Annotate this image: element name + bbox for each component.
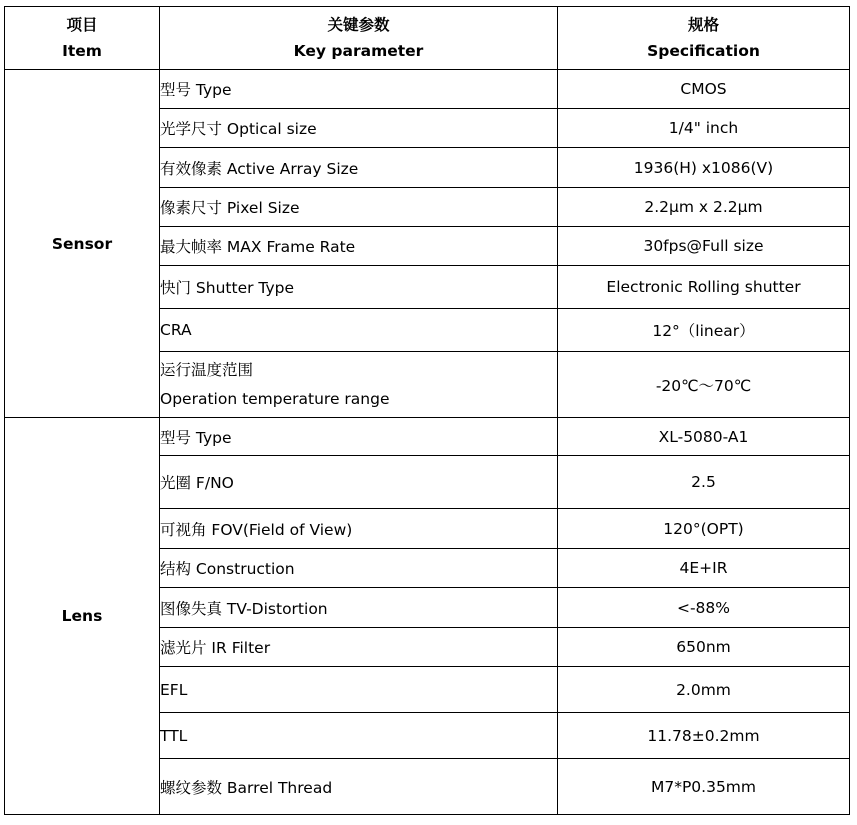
param-en: Operation temperature range (160, 389, 390, 408)
value-cell: 1936(H) x1086(V) (558, 148, 850, 188)
param-cell: 快门 Shutter Type (160, 266, 558, 309)
param-cell: 像素尺寸 Pixel Size (160, 188, 558, 227)
param-cell: 可视角 FOV(Field of View) (160, 509, 558, 549)
value-cell: 650nm (558, 628, 850, 667)
header-param (160, 7, 558, 70)
param-cell: 光圈 F/NO (160, 456, 558, 509)
value-cell: Electronic Rolling shutter (558, 266, 850, 309)
param-cell: 型号 Type (160, 418, 558, 456)
value-cell: 2.5 (558, 456, 850, 509)
sensor-label: Sensor (5, 70, 160, 418)
value-cell: 30fps@Full size (558, 227, 850, 266)
param-cell: 型号 Type (160, 70, 558, 109)
value-cell: 2.0mm (558, 667, 850, 713)
header-param-cn: 关键参数 (327, 16, 390, 34)
param-cell: 螺纹参数 Barrel Thread (160, 759, 558, 815)
header-item-cn: 项目 (66, 16, 98, 34)
value-cell: -20℃～70℃ (558, 352, 850, 418)
param-cell: 滤光片 IR Filter (160, 628, 558, 667)
param-cell: CRA (160, 309, 558, 352)
header-spec-cn: 规格 (687, 16, 719, 34)
spec-table (4, 6, 850, 815)
value-cell: XL-5080-A1 (558, 418, 850, 456)
lens-label: Lens (5, 418, 160, 815)
table-row (5, 70, 850, 109)
header-row (5, 7, 850, 70)
value-cell: 1/4" inch (558, 109, 850, 148)
param-cn: 运行温度范围 (160, 360, 254, 379)
value-cell: 120°(OPT) (558, 509, 850, 549)
param-cell: 最大帧率 MAX Frame Rate (160, 227, 558, 266)
table-row (5, 418, 850, 456)
param-cell: 有效像素 Active Array Size (160, 148, 558, 188)
header-param-en: Key parameter (293, 42, 424, 60)
value-cell: <-88% (558, 588, 850, 628)
value-cell: 11.78±0.2mm (558, 713, 850, 759)
header-item (5, 7, 160, 70)
param-cell: TTL (160, 713, 558, 759)
header-spec-en: Specification (647, 42, 760, 60)
param-cell: 结构 Construction (160, 549, 558, 588)
value-cell: CMOS (558, 70, 850, 109)
param-cell: 光学尺寸 Optical size (160, 109, 558, 148)
value-cell: 2.2μm x 2.2μm (558, 188, 850, 227)
param-cell: EFL (160, 667, 558, 713)
value-cell: M7*P0.35mm (558, 759, 850, 815)
value-cell: 4E+IR (558, 549, 850, 588)
value-cell: 12°（linear） (558, 309, 850, 352)
param-cell (160, 352, 558, 418)
param-cell: 图像失真 TV-Distortion (160, 588, 558, 628)
header-spec (558, 7, 850, 70)
header-item-en: Item (62, 42, 102, 60)
